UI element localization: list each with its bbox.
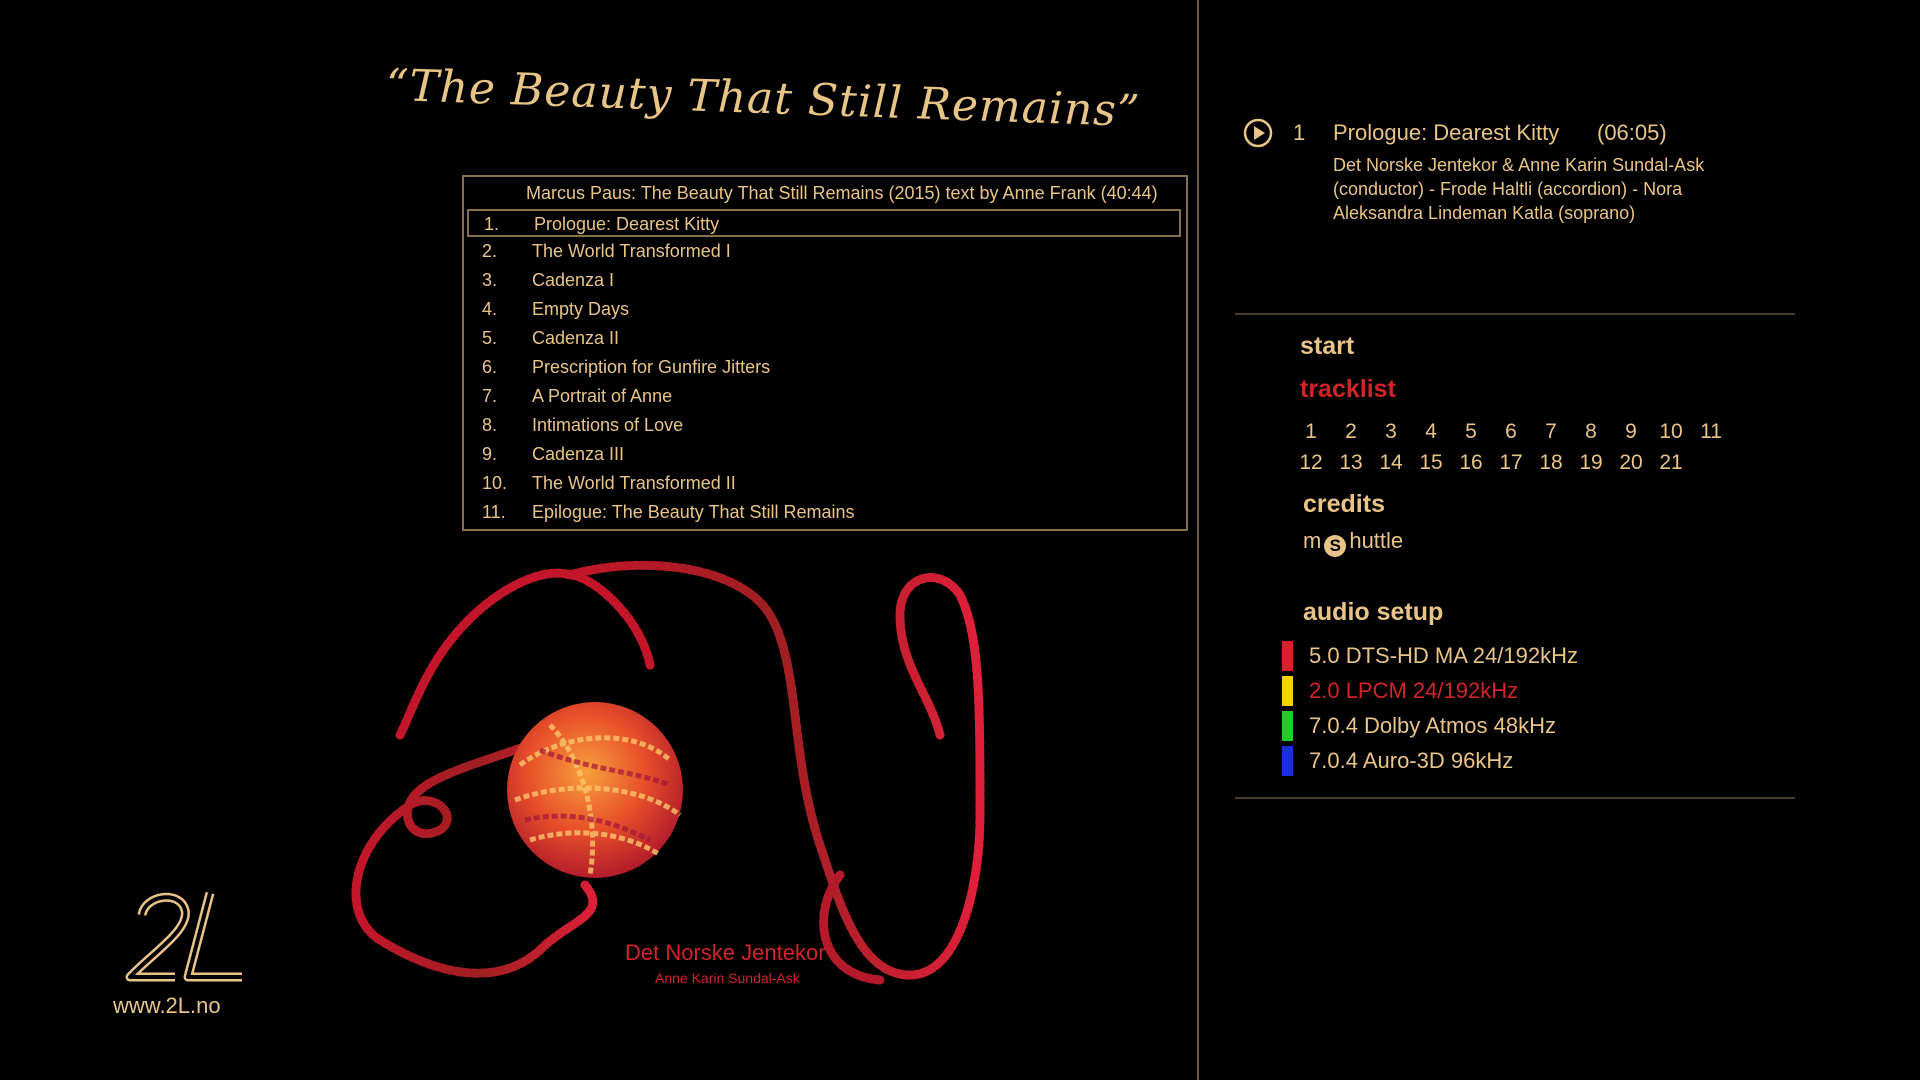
audio-option[interactable] — [1282, 676, 1702, 706]
track-number: 11. — [482, 502, 506, 522]
track-title: Epilogue: The Beauty That Still Remains — [532, 502, 855, 522]
track-number: 5. — [482, 328, 498, 348]
track-link-6[interactable]: 6 — [1505, 420, 1517, 443]
track-title: Cadenza III — [532, 444, 625, 464]
track-row[interactable] — [467, 209, 1181, 237]
now-playing-number: 1 — [1293, 120, 1306, 145]
audio-option-label: 7.0.4 Auro-3D 96kHz — [1309, 748, 1514, 773]
audio-option[interactable] — [1282, 641, 1702, 671]
track-link-13[interactable]: 13 — [1339, 451, 1363, 474]
track-number-grid — [1296, 420, 1722, 484]
track-number: 7. — [482, 386, 498, 406]
track-row[interactable] — [467, 267, 1181, 295]
track-link-12[interactable]: 12 — [1299, 451, 1323, 474]
track-link-7[interactable]: 7 — [1545, 420, 1557, 443]
track-row[interactable] — [467, 383, 1181, 411]
track-row[interactable] — [467, 354, 1181, 382]
track-row[interactable] — [467, 325, 1181, 353]
audio-color-swatch — [1282, 746, 1293, 776]
track-number: 4. — [482, 299, 498, 319]
menu-audio-setup-heading: audio setup — [1303, 598, 1444, 626]
track-row[interactable] — [467, 238, 1181, 266]
audio-option-label: 7.0.4 Dolby Atmos 48kHz — [1309, 713, 1557, 738]
track-title: Empty Days — [532, 299, 630, 319]
track-link-19[interactable]: 19 — [1579, 451, 1603, 474]
track-title: Prologue: Dearest Kitty — [534, 214, 720, 234]
audio-color-swatch — [1282, 641, 1293, 671]
track-link-5[interactable]: 5 — [1465, 420, 1477, 443]
track-link-9[interactable]: 9 — [1625, 420, 1637, 443]
track-link-2[interactable]: 2 — [1345, 420, 1357, 443]
2l-logo — [120, 885, 250, 985]
audio-option[interactable] — [1282, 711, 1702, 741]
track-link-8[interactable]: 8 — [1585, 420, 1597, 443]
track-link-16[interactable]: 16 — [1459, 451, 1483, 474]
track-row[interactable] — [467, 412, 1181, 440]
now-playing-duration: (06:05) — [1597, 120, 1667, 145]
track-link-10[interactable]: 10 — [1659, 420, 1683, 443]
audio-option-label: 5.0 DTS-HD MA 24/192kHz — [1309, 643, 1578, 668]
track-title: A Portrait of Anne — [532, 386, 673, 406]
menu-credits-button[interactable]: credits — [1303, 490, 1385, 518]
divider-line — [1235, 313, 1795, 315]
track-number: 8. — [482, 415, 498, 435]
track-link-21[interactable]: 21 — [1659, 451, 1683, 474]
logo-url-link[interactable]: www.2L.no — [113, 993, 221, 1018]
track-number: 1. — [484, 214, 500, 234]
work-header: Marcus Paus: The Beauty That Still Remains (2015) text by Anne Frank (40:44) — [526, 183, 1158, 203]
now-playing-credits: Det Norske Jentekor & Anne Karin Sundal-Ask (conductor) - Frode Haltli (accordion) - Nora Aleksandra Lindeman Katla (soprano) — [1333, 155, 1705, 223]
track-number: 10. — [482, 473, 508, 493]
audio-color-swatch — [1282, 711, 1293, 741]
tracklist-box — [462, 175, 1188, 531]
mshuttle-button[interactable] — [1303, 528, 1403, 557]
track-link-15[interactable]: 15 — [1419, 451, 1443, 474]
mshuttle-suffix: huttle — [1349, 528, 1404, 553]
track-row[interactable] — [467, 441, 1181, 469]
yarn-artwork — [340, 555, 1120, 1005]
track-link-11[interactable]: 11 — [1700, 420, 1722, 443]
track-row[interactable] — [467, 470, 1181, 498]
track-link-3[interactable]: 3 — [1385, 420, 1397, 443]
track-title: The World Transformed I — [532, 241, 731, 261]
track-link-17[interactable]: 17 — [1499, 451, 1523, 474]
track-title: Intimations of Love — [532, 415, 684, 435]
vertical-divider — [1197, 0, 1199, 1080]
track-link-1[interactable]: 1 — [1305, 420, 1317, 443]
track-number: 9. — [482, 444, 498, 464]
track-link-20[interactable]: 20 — [1619, 451, 1643, 474]
menu-start-button[interactable]: start — [1300, 332, 1355, 360]
album-title: “The Beauty That Still Remains” — [385, 59, 1142, 138]
conductor-name: Anne Karin Sundal-Ask — [655, 970, 800, 986]
track-row[interactable] — [467, 296, 1181, 324]
track-link-18[interactable]: 18 — [1539, 451, 1563, 474]
audio-color-swatch — [1282, 676, 1293, 706]
play-circle-icon[interactable] — [1243, 118, 1273, 148]
track-link-14[interactable]: 14 — [1379, 451, 1403, 474]
track-row[interactable] — [467, 499, 1181, 527]
artist-name: Det Norske Jentekor — [625, 940, 826, 965]
now-playing-title: Prologue: Dearest Kitty — [1333, 120, 1560, 145]
track-link-4[interactable]: 4 — [1425, 420, 1437, 443]
track-number: 2. — [482, 241, 498, 261]
menu-tracklist-button[interactable]: tracklist — [1300, 375, 1396, 403]
audio-option-label: 2.0 LPCM 24/192kHz — [1309, 678, 1519, 703]
mshuttle-prefix: m — [1303, 528, 1322, 553]
track-number: 6. — [482, 357, 498, 377]
audio-option[interactable] — [1282, 746, 1702, 776]
mshuttle-logo-icon: S — [1324, 535, 1346, 557]
track-number: 3. — [482, 270, 498, 290]
track-title: The World Transformed II — [532, 473, 736, 493]
track-title: Cadenza II — [532, 328, 620, 348]
divider-line — [1235, 797, 1795, 799]
track-title: Prescription for Gunfire Jitters — [532, 357, 771, 377]
track-title: Cadenza I — [532, 270, 615, 290]
